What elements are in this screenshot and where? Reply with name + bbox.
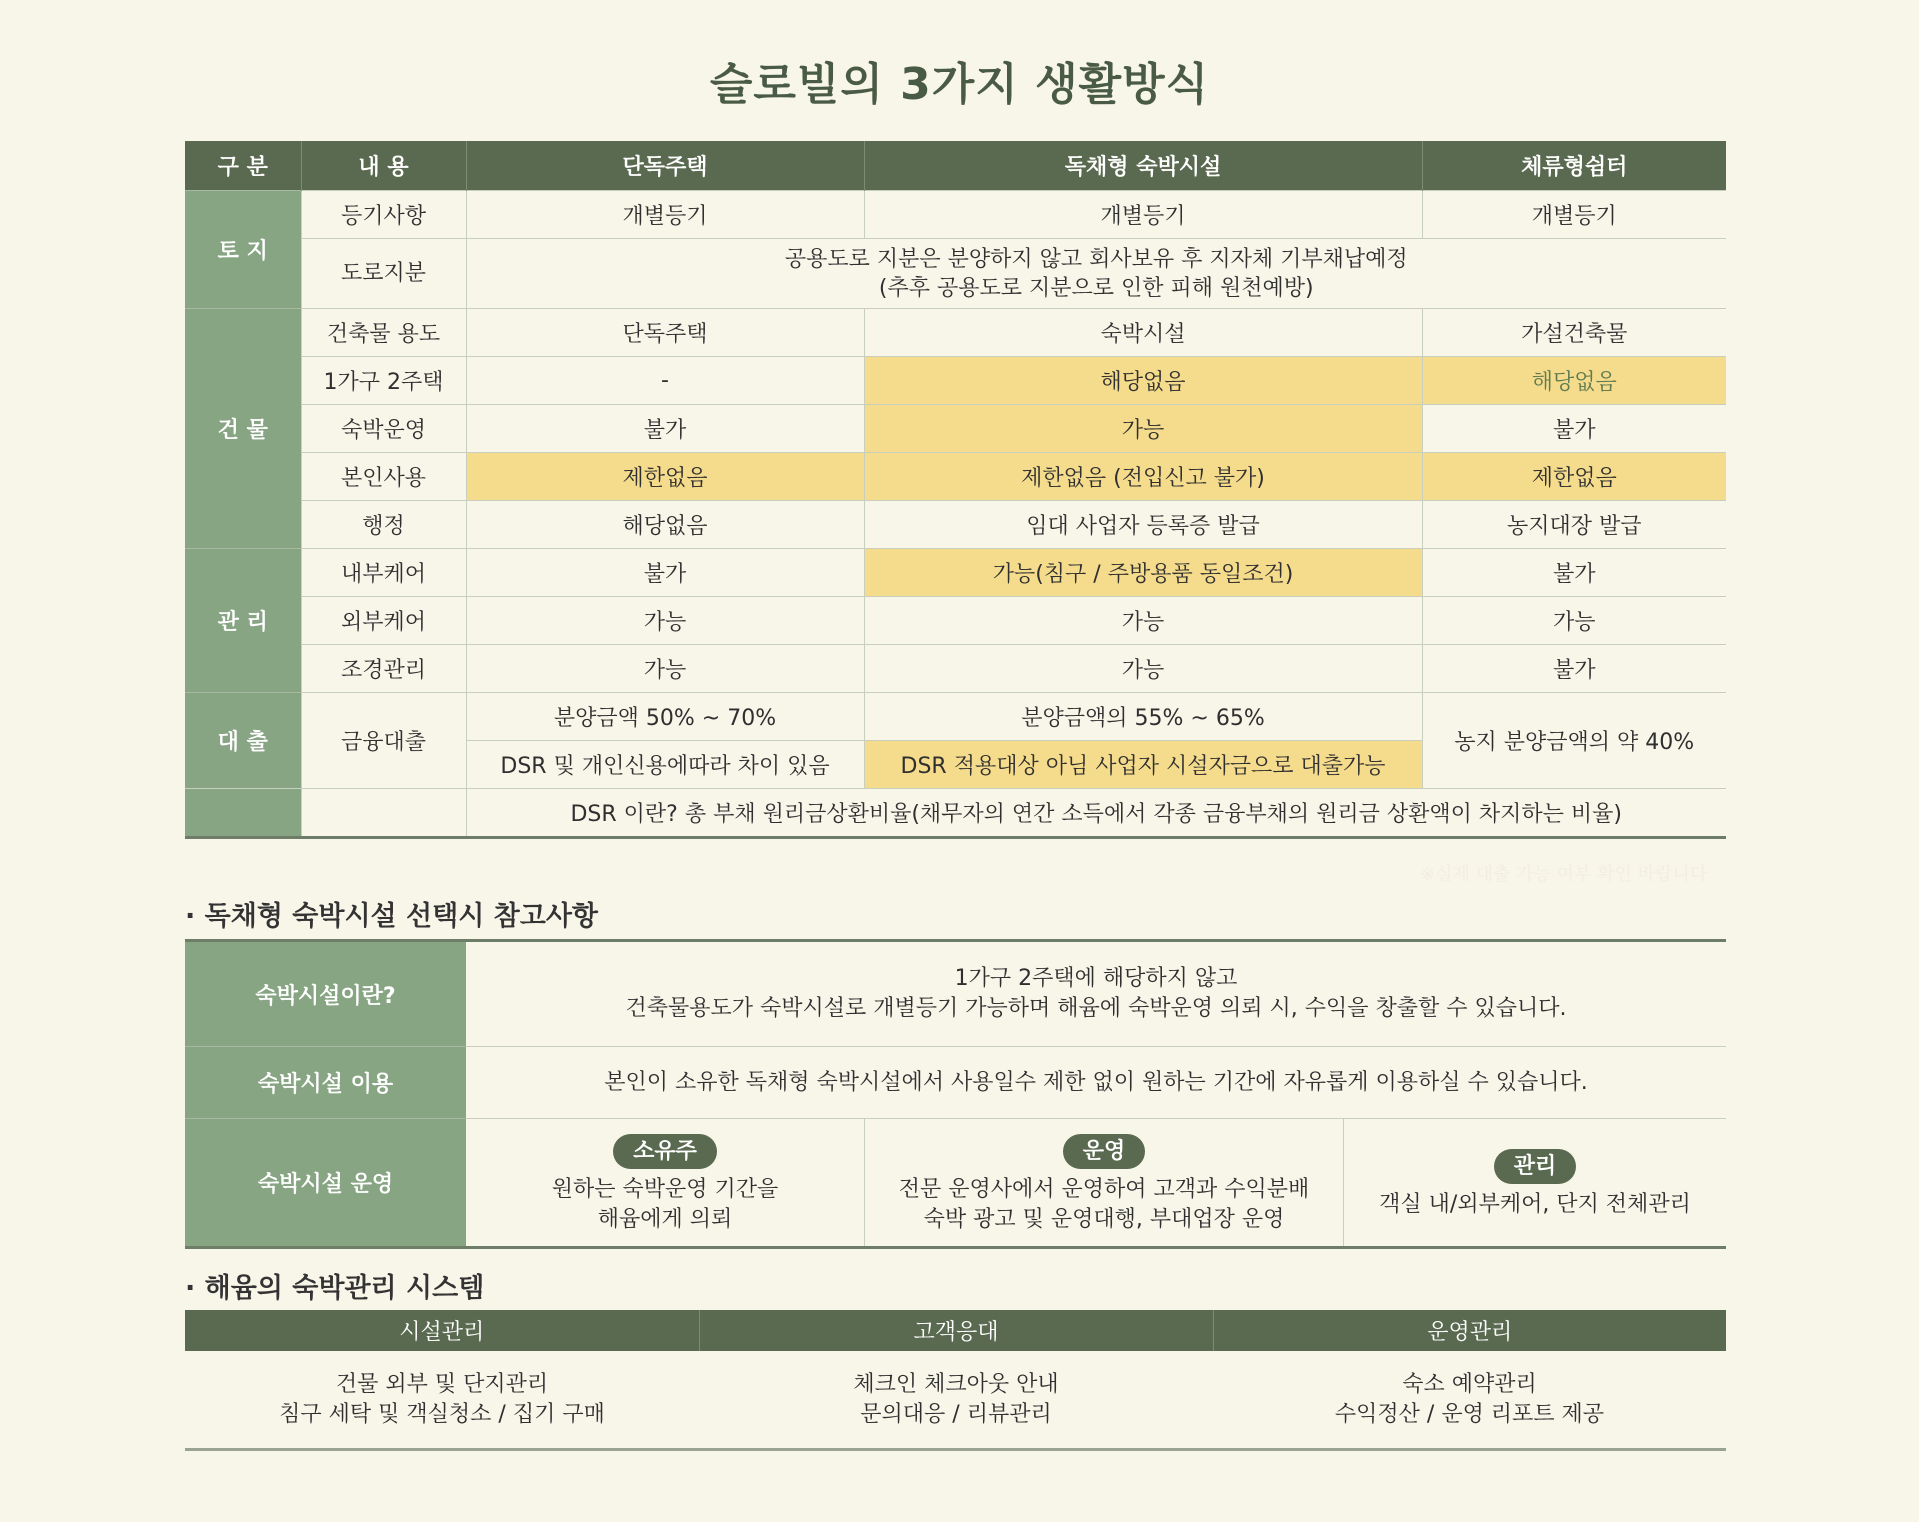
ops-owner (466, 1119, 864, 1246)
header-category: 구 분 (185, 141, 301, 191)
row-label: 등기사항 (301, 191, 466, 239)
row-label: 행정 (301, 501, 466, 549)
table-cell: 분양금액의 55% ~ 65% (864, 693, 1422, 741)
table-cell-highlight: DSR 적용대상 아님 사업자 시설자금으로 대출가능 (864, 741, 1422, 789)
what-is-line1: 1가구 2주택에 해당하지 않고 (954, 966, 1238, 991)
customer-line2: 문의대응 / 리뷰관리 (860, 1401, 1052, 1427)
lodging-use-text: 본인이 소유한 독채형 숙박시설에서 사용일수 제한 없이 원하는 기간에 자유롭게 이용하실 수 있습니다. (466, 1047, 1726, 1119)
table-cell: 개별등기 (466, 191, 864, 239)
table-row (185, 941, 1726, 1047)
row-label: 건축물 용도 (301, 309, 466, 357)
table-cell: 숙박시설 (864, 309, 1422, 357)
row-label: 조경관리 (301, 645, 466, 693)
table-cell: 불가 (466, 549, 864, 597)
ops-columns (466, 1119, 1726, 1246)
table-cell: 가능 (466, 597, 864, 645)
facility-line1: 건물 외부 및 단지관리 (335, 1371, 549, 1397)
table-row (185, 1047, 1726, 1119)
table-cell-highlight: 가능 (864, 405, 1422, 453)
category-building: 건 물 (185, 309, 301, 549)
table-row (185, 645, 1726, 693)
ops-operation (864, 1119, 1343, 1246)
road-share-note (466, 239, 1726, 309)
row-label: 금융대출 (301, 693, 466, 789)
table-cell: 불가 (466, 405, 864, 453)
row-label: 숙박시설 이용 (185, 1047, 466, 1119)
header-stay-shelter: 체류형쉼터 (1422, 141, 1726, 191)
table-row (185, 405, 1726, 453)
category-empty (185, 789, 301, 838)
operation-pill: 운영 (1063, 1134, 1146, 1169)
facility-cell (185, 1351, 699, 1450)
table-cell-highlight: 해당없음 (864, 357, 1422, 405)
notes-heading: · 독채형 숙박시설 선택시 참고사항 (185, 901, 599, 932)
table-row (185, 597, 1726, 645)
table-row (185, 357, 1726, 405)
table-row (185, 549, 1726, 597)
header-facility: 시설관리 (185, 1310, 699, 1351)
lifestyle-comparison-table (185, 141, 1726, 839)
table-cell-empty (301, 789, 466, 838)
customer-line1: 체크인 체크아웃 안내 (853, 1371, 1059, 1397)
operation-mgmt-line2: 수익정산 / 운영 리포트 제공 (1334, 1401, 1605, 1427)
table-cell: 농지대장 발급 (1422, 501, 1726, 549)
table-header-row (185, 1310, 1726, 1351)
table-row (185, 501, 1726, 549)
management-system-table (185, 1310, 1726, 1451)
category-loan: 대 출 (185, 693, 301, 789)
table-cell-highlight: 제한없음 (전입신고 불가) (864, 453, 1422, 501)
customer-cell (699, 1351, 1213, 1450)
owner-pill: 소유주 (613, 1134, 717, 1169)
what-is-lodging-text (466, 941, 1726, 1047)
table-cell-highlight: 제한없음 (466, 453, 864, 501)
header-detached-house: 단독주택 (466, 141, 864, 191)
table-cell-highlight: 해당없음 (1422, 357, 1726, 405)
management-line1: 객실 내/외부케어, 단지 전체관리 (1379, 1192, 1691, 1217)
table-cell: 개별등기 (864, 191, 1422, 239)
table-cell: 가능 (1422, 597, 1726, 645)
row-label: 본인사용 (301, 453, 466, 501)
header-content: 내 용 (301, 141, 466, 191)
what-is-line2: 건축물용도가 숙박시설로 개별등기 가능하며 해윰에 숙박운영 의뢰 시, 수익을 창출할 수 있습니다. (625, 996, 1567, 1021)
lodging-ops-cell (466, 1119, 1726, 1248)
table-cell: 농지 분양금액의 약 40% (1422, 693, 1726, 789)
table-cell: 가능 (864, 597, 1422, 645)
table-row (185, 453, 1726, 501)
operation-line2: 숙박 광고 및 운영대행, 부대업장 운영 (923, 1207, 1285, 1232)
header-operation: 운영관리 (1213, 1310, 1726, 1351)
table-cell: 가능 (466, 645, 864, 693)
facility-line2: 침구 세탁 및 객실청소 / 집기 구매 (279, 1401, 605, 1427)
header-lodging: 독채형 숙박시설 (864, 141, 1422, 191)
table-cell: 불가 (1422, 405, 1726, 453)
system-heading: · 해윰의 숙박관리 시스템 (185, 1273, 485, 1304)
table-row (185, 1351, 1726, 1450)
category-management: 관 리 (185, 549, 301, 693)
table-cell: 임대 사업자 등록증 발급 (864, 501, 1422, 549)
row-label: 숙박시설 운영 (185, 1119, 466, 1248)
table-cell: 가설건축물 (1422, 309, 1726, 357)
dsr-definition: DSR 이란? 총 부채 원리금상환비율(채무자의 연간 소득에서 각종 금융부채의 원리금 상환액이 차지하는 비율) (466, 789, 1726, 838)
owner-line2: 해윰에게 의뢰 (597, 1207, 733, 1232)
table-cell: 해당없음 (466, 501, 864, 549)
owner-line1: 원하는 숙박운영 기간을 (551, 1177, 779, 1202)
table-header-row (185, 141, 1726, 191)
row-label: 내부케어 (301, 549, 466, 597)
row-label: 숙박시설이란? (185, 941, 466, 1047)
table-cell: 가능 (864, 645, 1422, 693)
road-note-line2: (추후 공용도로 지분으로 인한 피해 원천예방) (878, 275, 1314, 301)
table-row (185, 789, 1726, 838)
table-row (185, 1119, 1726, 1248)
table-cell: 불가 (1422, 645, 1726, 693)
table-row (185, 693, 1726, 741)
table-cell: 분양금액 50% ~ 70% (466, 693, 864, 741)
table-row (185, 309, 1726, 357)
operation-line1: 전문 운영사에서 운영하여 고객과 수익분배 (898, 1177, 1310, 1202)
table-cell-highlight: 제한없음 (1422, 453, 1726, 501)
table-cell-highlight: 가능(침구 / 주방용품 동일조건) (864, 549, 1422, 597)
management-pill: 관리 (1494, 1149, 1577, 1184)
table-cell: 개별등기 (1422, 191, 1726, 239)
table-cell: DSR 및 개인신용에따라 차이 있음 (466, 741, 864, 789)
table-row (185, 191, 1726, 239)
row-label: 외부케어 (301, 597, 466, 645)
ops-management (1343, 1119, 1726, 1246)
lodging-notes-table (185, 939, 1726, 1249)
row-label: 숙박운영 (301, 405, 466, 453)
faint-note: ※실제 대출 가능 여부 확인 바랍니다 (1420, 864, 1708, 885)
table-row (185, 239, 1726, 309)
operation-cell (1213, 1351, 1726, 1450)
row-label: 도로지분 (301, 239, 466, 309)
page-title: 슬로빌의 3가지 생활방식 (709, 59, 1210, 110)
table-cell: 단독주택 (466, 309, 864, 357)
header-customer: 고객응대 (699, 1310, 1213, 1351)
category-land: 토 지 (185, 191, 301, 309)
road-note-line1: 공용도로 지분은 분양하지 않고 회사보유 후 지자체 기부채납예정 (784, 246, 1408, 272)
table-cell: 불가 (1422, 549, 1726, 597)
row-label: 1가구 2주택 (301, 357, 466, 405)
table-cell: - (466, 357, 864, 405)
operation-mgmt-line1: 숙소 예약관리 (1402, 1371, 1537, 1397)
